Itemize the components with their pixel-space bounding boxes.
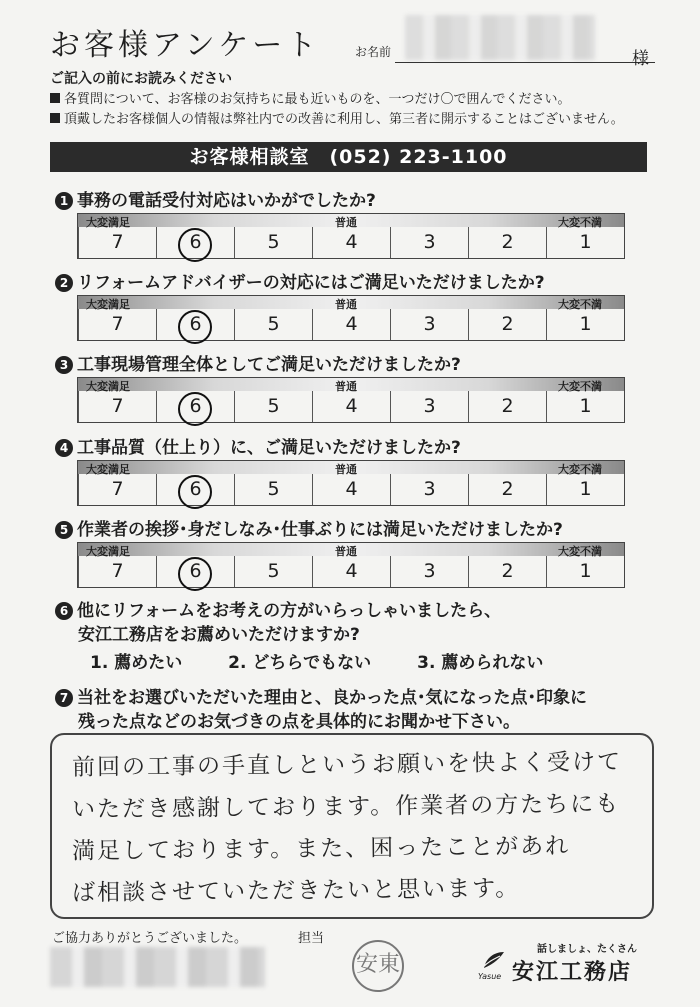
question-number: 5 xyxy=(55,521,73,539)
rating-option-7[interactable]: 7 xyxy=(78,556,156,587)
handwritten-line-3: 満足しております。また、困ったことがあれ xyxy=(71,833,571,865)
rating-option-5[interactable]: 5 xyxy=(234,474,312,505)
label-neutral: 普通 xyxy=(335,216,357,229)
leaf-logo-icon xyxy=(480,950,508,970)
rating-option-4[interactable]: 4 xyxy=(312,474,390,505)
thanks-text: ご協力ありがとうございました。 xyxy=(52,931,248,946)
rating-scale-3 xyxy=(77,377,625,423)
question-3: 3 工事現場管理全体としてご満足いただけましたか? xyxy=(55,350,461,375)
honorific: 様 xyxy=(632,49,649,69)
rating-option-5[interactable]: 5 xyxy=(234,556,312,587)
label-very-satisfied: 大変満足 xyxy=(86,463,130,476)
rating-option-1[interactable]: 1 xyxy=(546,474,624,505)
label-very-dissatisfied: 大変不満 xyxy=(558,216,602,229)
rating-option-1[interactable]: 1 xyxy=(546,309,624,340)
rating-option-5[interactable]: 5 xyxy=(234,227,312,258)
selected-circle-mark xyxy=(178,557,212,591)
label-neutral: 普通 xyxy=(335,298,357,311)
note-2: 頂戴したお客様個人の情報は弊社内での改善に利用し、第三者に開示することはございません。 xyxy=(50,108,624,127)
name-redaction xyxy=(405,15,595,60)
rating-option-3[interactable]: 3 xyxy=(390,309,468,340)
recommend-options xyxy=(90,648,583,673)
selected-circle-mark xyxy=(178,475,212,509)
rating-option-5[interactable]: 5 xyxy=(234,309,312,340)
question-4: 4 工事品質（仕上り）に、ご満足いただけましたか? xyxy=(55,433,461,458)
rating-option-6[interactable]: 6 xyxy=(156,556,234,587)
rating-option-1[interactable]: 1 xyxy=(546,227,624,258)
handwritten-line-2: いただき感謝しております。作業者の方たちにも xyxy=(71,791,621,823)
logo-subtext: Yasue xyxy=(478,972,502,981)
question-6-line2: 安江工務店をお薦めいただけますか? xyxy=(78,625,360,645)
selected-circle-mark xyxy=(178,228,212,262)
option-3[interactable]: 3. 薦められない xyxy=(417,653,544,673)
rating-option-7[interactable]: 7 xyxy=(78,391,156,422)
question-number: 4 xyxy=(55,439,73,457)
rating-option-4[interactable]: 4 xyxy=(312,227,390,258)
rating-option-3[interactable]: 3 xyxy=(390,391,468,422)
label-very-dissatisfied: 大変不満 xyxy=(558,380,602,393)
company-name: 安江工務店 xyxy=(512,960,633,985)
note-1: 各質問について、お客様のお気持ちに最も近いものを、一つだけ〇で囲んでください。 xyxy=(50,88,570,107)
rating-option-6[interactable]: 6 xyxy=(156,391,234,422)
label-very-dissatisfied: 大変不満 xyxy=(558,545,602,558)
rating-option-6[interactable]: 6 xyxy=(156,309,234,340)
rating-option-5[interactable]: 5 xyxy=(234,391,312,422)
rating-option-1[interactable]: 1 xyxy=(546,556,624,587)
selected-circle-mark xyxy=(178,310,212,344)
rating-option-6[interactable]: 6 xyxy=(156,474,234,505)
label-very-satisfied: 大変満足 xyxy=(86,545,130,558)
rating-option-7[interactable]: 7 xyxy=(78,309,156,340)
handwritten-line-1: 前回の工事の手直しというお願いを快よく受けて xyxy=(71,749,623,781)
question-number: 2 xyxy=(55,274,73,292)
option-1[interactable]: 1. 薦めたい xyxy=(90,653,183,673)
rating-option-3[interactable]: 3 xyxy=(390,474,468,505)
option-2[interactable]: 2. どちらでもない xyxy=(228,653,372,673)
bullet-square-icon xyxy=(50,93,60,103)
rating-option-4[interactable]: 4 xyxy=(312,309,390,340)
rating-scale-1 xyxy=(77,213,625,259)
rating-option-1[interactable]: 1 xyxy=(546,391,624,422)
rating-option-2[interactable]: 2 xyxy=(468,309,546,340)
bullet-square-icon xyxy=(50,113,60,123)
label-very-satisfied: 大変満足 xyxy=(86,216,130,229)
rating-option-6[interactable]: 6 xyxy=(156,227,234,258)
handwritten-line-4: ば相談させていただきたいと思います。 xyxy=(71,875,521,907)
label-very-satisfied: 大変満足 xyxy=(86,298,130,311)
rating-option-3[interactable]: 3 xyxy=(390,556,468,587)
question-1: 1 事務の電話受付対応はいかがでしたか? xyxy=(55,186,376,211)
question-2: 2 リフォームアドバイザーの対応にはご満足いただけましたか? xyxy=(55,268,545,293)
rating-option-2[interactable]: 2 xyxy=(468,474,546,505)
instructions-heading: ご記入の前にお読みください xyxy=(50,71,232,87)
rating-scale-5 xyxy=(77,542,625,588)
slogan: 話しましょ、たくさん xyxy=(537,944,637,955)
staff-redaction xyxy=(50,947,265,987)
label-very-dissatisfied: 大変不満 xyxy=(558,298,602,311)
selected-circle-mark xyxy=(178,392,212,426)
rating-option-3[interactable]: 3 xyxy=(390,227,468,258)
question-5: 5 作業者の挨拶･身だしなみ･仕事ぶりには満足いただけましたか? xyxy=(55,515,563,540)
rating-scale-4 xyxy=(77,460,625,506)
question-7-line2: 残った点などのお気づきの点を具体的にお聞かせ下さい。 xyxy=(78,712,520,732)
seal-stamp: 安東 xyxy=(352,940,404,992)
rating-option-2[interactable]: 2 xyxy=(468,391,546,422)
page-title: お客様アンケート xyxy=(50,28,321,63)
label-neutral: 普通 xyxy=(335,380,357,393)
question-7: 7 当社をお選びいただいた理由と、良かった点･気になった点･印象に xyxy=(55,683,587,708)
rating-option-7[interactable]: 7 xyxy=(78,227,156,258)
question-number: 1 xyxy=(55,192,73,210)
label-very-satisfied: 大変満足 xyxy=(86,380,130,393)
label-neutral: 普通 xyxy=(335,545,357,558)
rating-option-2[interactable]: 2 xyxy=(468,556,546,587)
label-very-dissatisfied: 大変不満 xyxy=(558,463,602,476)
rating-option-4[interactable]: 4 xyxy=(312,391,390,422)
staff-label: 担当 xyxy=(298,931,325,946)
contact-banner: お客様相談室 (052) 223-1100 xyxy=(50,142,647,172)
rating-scale-2 xyxy=(77,295,625,341)
question-6: 6 他にリフォームをお考えの方がいらっしゃいましたら、 xyxy=(55,596,501,621)
rating-option-7[interactable]: 7 xyxy=(78,474,156,505)
question-number: 3 xyxy=(55,356,73,374)
name-label: お名前 xyxy=(355,45,392,59)
label-neutral: 普通 xyxy=(335,463,357,476)
rating-option-4[interactable]: 4 xyxy=(312,556,390,587)
rating-option-2[interactable]: 2 xyxy=(468,227,546,258)
name-line xyxy=(395,62,655,63)
